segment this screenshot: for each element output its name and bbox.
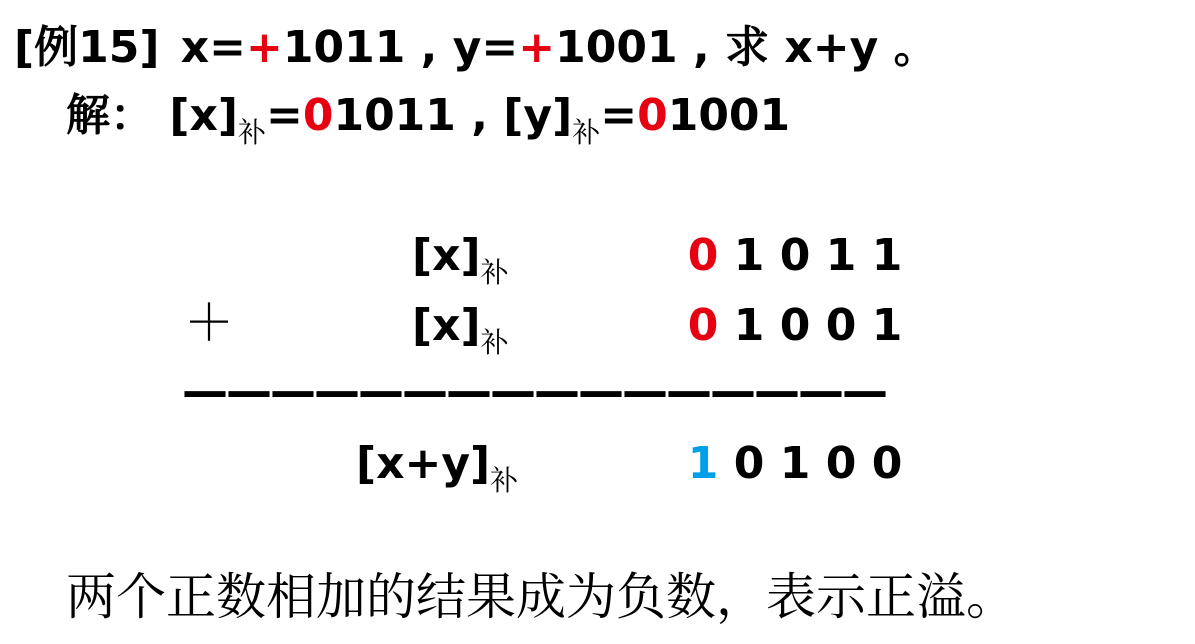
row2-bit: 0 [825, 300, 857, 351]
y-sign: + [518, 22, 556, 73]
solution-label: 解： [66, 90, 154, 141]
row1-bit: 1 [825, 230, 857, 281]
row2-bits [680, 300, 910, 351]
y-value: 1001 , [555, 22, 710, 73]
x-rest-bits: 1011 , [333, 90, 488, 141]
x-eq: = [265, 90, 303, 141]
result-bit: 0 [825, 438, 857, 489]
row2-sub: 补 [480, 326, 509, 359]
plus-operator: ＋ [184, 294, 234, 352]
row2-bit: 0 [779, 300, 811, 351]
row2-sign-bit: 0 [687, 300, 719, 351]
row1-bit: 1 [733, 230, 765, 281]
divider-line: ———————————————— [182, 368, 886, 414]
row2-label: $[x]_补$ [412, 300, 509, 359]
example-label: [例15] [14, 22, 160, 73]
y-eq: = [600, 90, 638, 141]
row1-bit: 1 [871, 230, 903, 281]
row2-bit: 1 [733, 300, 765, 351]
row1-sign-bit: 0 [687, 230, 719, 281]
problem-line [14, 22, 938, 73]
row2-bit: 1 [871, 300, 903, 351]
x-sign: + [246, 22, 283, 73]
conclusion-text: 两个正数相加的结果成为负数，表示正溢。 [66, 568, 1016, 626]
row1-bit: 0 [779, 230, 811, 281]
y-prefix: y= [452, 22, 519, 73]
x-value: 1011 , [282, 22, 438, 73]
y-complement-label: [y] [503, 90, 573, 141]
y-rest-bits: 1001 [667, 90, 791, 141]
row1-label: $[x]_补$ [412, 230, 509, 289]
y-sign-bit: 0 [637, 90, 668, 141]
result-sign-bit: 1 [687, 438, 719, 489]
result-bits [680, 438, 910, 489]
x-complement-sub: 补 [237, 116, 266, 149]
x-sign-bit: 0 [302, 90, 334, 141]
result-bit: 0 [733, 438, 765, 489]
result-bit: 0 [871, 438, 903, 489]
result-sub: 补 [490, 464, 519, 497]
result-bit: 1 [779, 438, 811, 489]
row1-bits [680, 230, 910, 281]
row1-sub: 补 [480, 256, 509, 289]
ask-text: 求 x+y 。 [725, 22, 938, 73]
solution-line [66, 90, 791, 149]
result-label: $[x+y]_补$ [356, 438, 519, 497]
x-complement-label: [x] [169, 90, 238, 141]
y-complement-sub: 补 [572, 116, 601, 149]
x-prefix: x= [180, 22, 247, 73]
